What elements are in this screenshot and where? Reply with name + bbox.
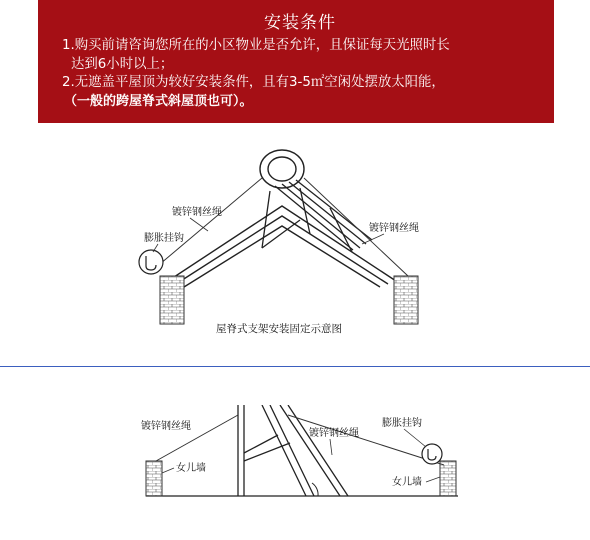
left-parapet-wall — [146, 461, 162, 496]
wire-label-left: 镀锌钢丝绳 — [172, 207, 222, 218]
hook-label: 膨胀挂钩 — [144, 233, 184, 244]
condition-1-line-1: 1.购买前请咨询您所在的小区物业是否允许，且保证每天光照时长 — [62, 38, 450, 53]
right-brick-pillar — [394, 276, 418, 324]
parapet-mount-diagram — [0, 405, 590, 540]
expansion-hook-detail-2 — [422, 444, 442, 464]
wire-label-right: 镀锌钢丝绳 — [369, 223, 419, 234]
condition-2-line-2: （一般的跨屋脊式斜屋顶也可）。 — [64, 93, 253, 109]
parapet-label-left: 女儿墙 — [176, 463, 206, 474]
condition-2-line-1: 2.无遮盖平屋顶为较好安装条件，且有3-5㎡空闲处摆放太阳能， — [62, 75, 445, 90]
hook-label-2: 膨胀挂钩 — [382, 418, 422, 429]
banner-title: 安装条件 — [264, 13, 336, 33]
expansion-hook-detail — [139, 250, 163, 274]
water-tank — [260, 150, 304, 188]
right-parapet-wall — [440, 461, 456, 496]
left-brick-pillar — [160, 276, 184, 324]
wire-label-mid-2: 镀锌钢丝绳 — [309, 428, 359, 439]
parapet-label-right: 女儿墙 — [392, 477, 422, 488]
wire-label-left-2: 镀锌钢丝绳 — [141, 421, 191, 432]
section-divider — [0, 366, 590, 367]
conditions-banner — [38, 0, 554, 123]
diagram-caption: 屋脊式支架安装固定示意图 — [216, 323, 342, 335]
roof — [168, 206, 396, 287]
condition-1-line-2: 达到6小时以上； — [71, 56, 174, 72]
ridge-mount-diagram — [0, 136, 590, 366]
